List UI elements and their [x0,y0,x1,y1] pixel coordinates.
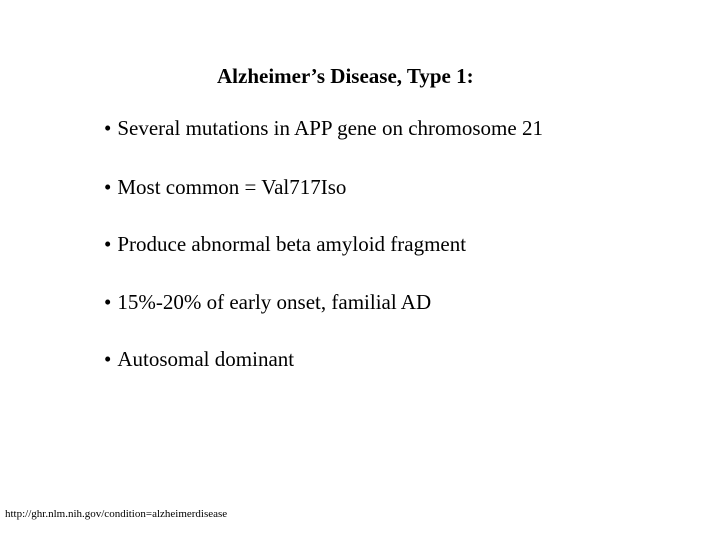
bullet-item-4 [104,292,431,313]
bullet-icon: • [104,347,112,371]
bullet-item-5 [104,349,294,370]
bullet-text: Most common = Val717Iso [117,175,347,199]
bullet-text: 15%-20% of early onset, familial AD [117,290,432,314]
bullet-icon: • [104,232,112,256]
bullet-icon: • [104,116,112,140]
bullet-icon: • [104,175,112,199]
slide-title: Alzheimer’s Disease, Type 1: [217,64,474,88]
bullet-item-2 [104,177,346,198]
bullet-item-3 [104,234,466,255]
bullet-text: Produce abnormal beta amyloid fragment [117,232,467,256]
bullet-text: Several mutations in APP gene on chromosome 21 [117,116,543,140]
bullet-item-1 [104,118,543,139]
source-url: http://ghr.nlm.nih.gov/condition=alzheimerdisease [5,508,228,520]
bullet-icon: • [104,290,112,314]
bullet-text: Autosomal dominant [117,347,295,371]
